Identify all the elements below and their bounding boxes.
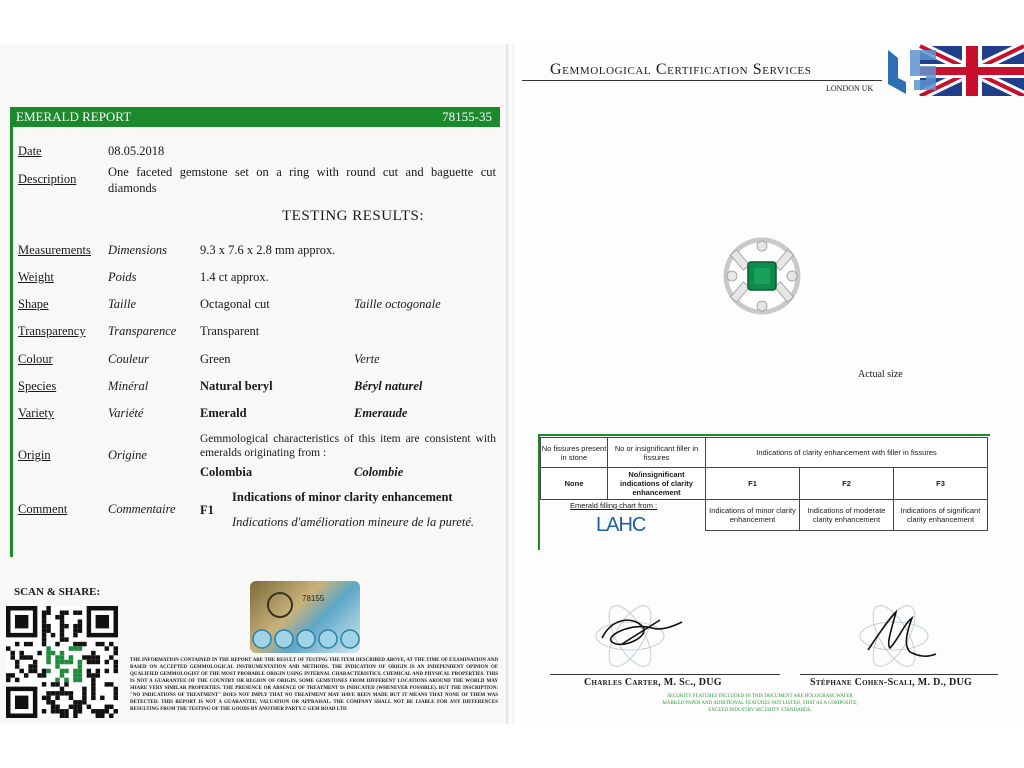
chart-col3-head: Indications of clarity enhancement with filler in fissures [705, 437, 988, 468]
origin-value-fr: Colombie [354, 465, 404, 479]
result-value-fr: Béryl naturel [354, 379, 423, 393]
gcs-logo [884, 44, 1024, 96]
chart-f2: F2 [799, 467, 894, 500]
result-value: Transparent [200, 324, 260, 338]
signer-left-name: Charles Carter, M. Sc., DUG [584, 677, 722, 688]
comment-value: Indications of minor clarity enhancement [232, 490, 453, 504]
result-value: 1.4 ct approx. [200, 270, 269, 284]
chart-col1-head: No fissures present in stone [540, 437, 608, 468]
result-label-fr: Couleur [108, 352, 149, 366]
result-value: Green [200, 352, 231, 366]
origin-value: Colombia [200, 465, 253, 479]
chart-none: None [540, 467, 608, 500]
chart-col2-head: No or insignificant filler in fissures [607, 437, 706, 468]
report-header-bar [10, 107, 500, 127]
result-value-fr: Taille octogonale [354, 297, 441, 311]
result-value-fr: Emeraude [354, 406, 408, 420]
qr-code-graphic [6, 606, 118, 718]
origin-label-fr: Origine [108, 448, 147, 462]
result-label-fr: Transparence [108, 324, 177, 338]
filling-chart-source: Emerald filling chart from : [570, 501, 658, 510]
signature-left [582, 598, 692, 672]
result-label-fr: Taille [108, 297, 137, 311]
comment-code: F1 [200, 503, 214, 517]
date-label: Date [18, 144, 42, 158]
lahc-logo: LAHC [596, 514, 646, 536]
report-number: 78155-35 [442, 109, 492, 124]
signature-line-left [550, 674, 780, 675]
chart-f3: F3 [893, 467, 988, 500]
organization-name-text: Gemmological Certification Services [550, 61, 812, 78]
result-value: Emerald [200, 406, 247, 420]
testing-results-title: TESTING RESULTS: [282, 208, 425, 224]
result-label: Shape [18, 297, 49, 311]
chart-f2-desc: Indications of moderate clarity enhancement [799, 499, 894, 531]
result-label-fr: Poids [108, 270, 137, 284]
organization-location: LONDON UK [826, 84, 874, 93]
result-label: Measurements [18, 243, 91, 257]
result-value: Octagonal cut [200, 297, 270, 311]
result-label: Transparency [18, 324, 86, 338]
result-value: Natural beryl [200, 379, 273, 393]
ring-photo [722, 236, 802, 316]
report-title: EMERALD REPORT [16, 109, 132, 124]
scan-share-label: SCAN & SHARE: [14, 586, 101, 598]
svg-text:78155: 78155 [302, 594, 325, 603]
disclaimer-fine-print: THE INFORMATION CONTAINED IN THE REPORT ARE THE RESULT OF TESTING THE ITEM DESCRIBED ABOVE, AT THE TIME OF EXAMINATION AND BASED ON ACCEPTED GEMMOLOGICAL INSTRUMENTATION AND METHODS. THE INDICATION OF ORIGIN IS AN INDEPENDENT OPINION OF QUALIFIED GEMMOLOGIST OF THE MOST PROBABLE ORIGIN USING INTERNAL CHARACTERISTICS, CHEMICAL AND PHYSICAL PROPERTIES. THIS IS NOT A GUARANTEE OF THE COUNTRY OR REGION OF ORIGIN. SOME GEMSTONES FROM DIFFERENT LOCATIONS AROUND THE WORLD MAY SHARE VERY SIMILAR PROPERTIES. THE PRESENCE OR ABSENCE OF TREATMENT IS INDICATED (WHENEVER POSSIBLE). BUT THE INSCRIPTION: "NO INDICATIONS OF TREATMENT" DOES NOT IMPLY THAT NO TREATMENT MAY HAVE BEEN MADE BUT IT MEANS THAT NONE OF THEM WAS DETECTED. THIS REPORT IS NOT A GUARANTEE, VALUATION OR APPRAISAL. THE COMPANY SHALL NOT BE LIABLE FOR ANY DIFFERENCES RESULTING FROM THE TESTING OF THE GOODS BY ANOTHER PARTY.© GEM ROAD LTD [130, 658, 498, 712]
result-label-fr: Dimensions [108, 243, 168, 257]
actual-size-label: Actual size [858, 369, 903, 380]
result-value: 9.3 x 7.6 x 2.8 mm approx. [200, 243, 336, 257]
comment-label-fr: Commentaire [108, 502, 176, 516]
chart-green-horizontal [538, 434, 990, 436]
date-value: 08.05.2018 [108, 144, 165, 158]
qr-code[interactable] [6, 606, 118, 718]
chart-f3-desc: Indications of significant clarity enhancement [893, 499, 988, 531]
result-label-fr: Variété [108, 406, 144, 420]
signer-right-name: Stéphane Cohen-Scali, M. D., DUG [810, 677, 973, 688]
header-rule [522, 80, 882, 81]
result-label: Weight [18, 270, 54, 284]
organization-name [550, 61, 811, 79]
security-note: SECURITY FEATURES INCLUDED IN THIS DOCUMENT ARE HOLOGRAM, WATER MARKED PAPER AND ADDITIONAL FEATURES NOT LISTED, THAT AS A COMPOSITE, EXCEED INDUSTRY SECURITY STANDARDS. [662, 694, 858, 713]
chart-f1: F1 [705, 467, 800, 500]
comment-value-fr: Indications d'amélioration mineure de la pureté. [232, 515, 474, 529]
signature-line-right [800, 674, 998, 675]
signature-right [846, 598, 956, 672]
result-label: Variety [18, 406, 55, 420]
origin-label: Origin [18, 448, 51, 462]
result-label-fr: Minéral [108, 379, 149, 393]
origin-text: Gemmological characteristics of this item are consistent with emeralds originating from : [200, 433, 496, 459]
page-spine [506, 44, 514, 724]
comment-label: Comment [18, 502, 68, 516]
chart-insignificant: No/insignificant indications of clarity enhancement [607, 467, 706, 500]
green-margin-line [10, 127, 13, 557]
chart-f1-desc: Indications of minor clarity enhancement [705, 499, 800, 531]
result-label: Colour [18, 352, 53, 366]
result-value-fr: Verte [354, 352, 380, 366]
description-value: One faceted gemstone set on a ring with round cut and baguette cut diamonds [108, 165, 496, 195]
description-label: Description [18, 172, 77, 186]
result-label: Species [18, 379, 57, 393]
security-hologram [250, 581, 360, 653]
